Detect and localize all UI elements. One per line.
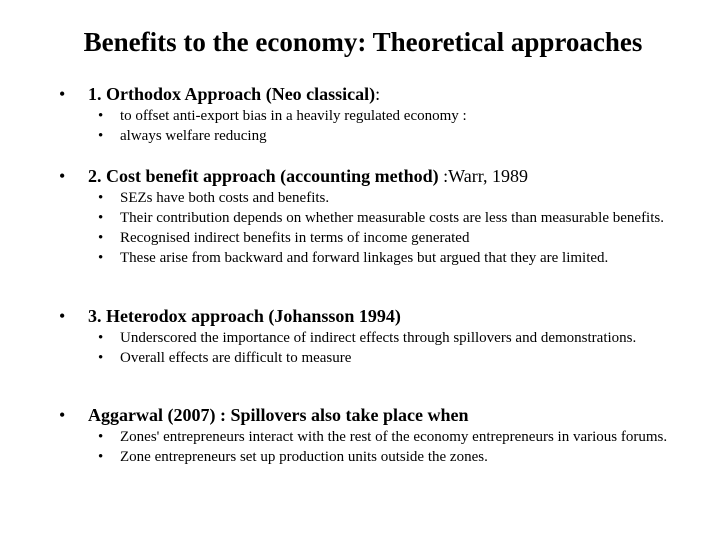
section-bullet: • (59, 306, 66, 326)
section-heading (88, 165, 528, 187)
sub-item-text: These arise from backward and forward linkages but argued that they are limited. (120, 250, 609, 266)
sub-bullet: • (98, 429, 104, 445)
sub-bullet: • (98, 230, 104, 246)
section-bullet: • (59, 405, 66, 425)
sub-item-text: Recognised indirect benefits in terms of income generated (120, 230, 470, 246)
sub-item-text: to offset anti-export bias in a heavily regulated economy : (120, 108, 467, 124)
sub-item (98, 230, 698, 246)
section-heading-bold: 3. Heterodox approach (Johansson 1994) (88, 306, 401, 326)
sub-bullet: • (98, 108, 104, 124)
sub-item-text: Overall effects are difficult to measure (120, 350, 352, 366)
sub-item (98, 429, 698, 445)
sub-bullet: • (98, 330, 104, 346)
sub-item (98, 350, 698, 366)
section-heading (88, 83, 380, 105)
section-heading-bold: Aggarwal (2007) : Spillovers also take place when (88, 405, 469, 425)
sub-list (98, 190, 698, 270)
section-heading-rest: : (375, 84, 381, 104)
section-heading (88, 404, 468, 426)
sub-bullet: • (98, 350, 104, 366)
sub-item-text: always welfare reducing (120, 128, 267, 144)
sub-bullet: • (98, 250, 104, 266)
section-bullet: • (59, 166, 66, 186)
section-heading-bold: 2. Cost benefit approach (accounting method) (88, 166, 439, 186)
sub-item (98, 449, 698, 465)
sub-item-text: Zones' entrepreneurs interact with the rest of the economy entrepreneurs in various forums. (120, 429, 668, 445)
sub-item-text: Zone entrepreneurs set up production units outside the zones. (120, 449, 488, 465)
sub-item (98, 250, 698, 266)
sub-list (98, 108, 698, 148)
section-heading (88, 305, 401, 327)
sub-item (98, 190, 698, 206)
sub-bullet: • (98, 449, 104, 465)
sub-bullet: • (98, 190, 104, 206)
sub-item (98, 210, 698, 226)
sub-item-text: Their contribution depends on whether measurable costs are less than measurable benefits. (120, 210, 664, 226)
sub-bullet: • (98, 128, 104, 144)
section-bullet: • (59, 84, 66, 104)
sub-item-text: SEZs have both costs and benefits. (120, 190, 330, 206)
slide-title: Benefits to the economy: Theoretical approaches (83, 27, 643, 57)
section-heading-bold: 1. Orthodox Approach (Neo classical) (88, 84, 376, 104)
sub-list (98, 429, 698, 469)
sub-list (98, 330, 698, 370)
sub-bullet: • (98, 210, 104, 226)
sub-item (98, 108, 698, 124)
sub-item-text: Underscored the importance of indirect effects through spillovers and demonstrations. (120, 330, 637, 346)
section-heading-rest: :Warr, 1989 (438, 166, 528, 186)
sub-item (98, 128, 698, 144)
sub-item (98, 330, 698, 346)
